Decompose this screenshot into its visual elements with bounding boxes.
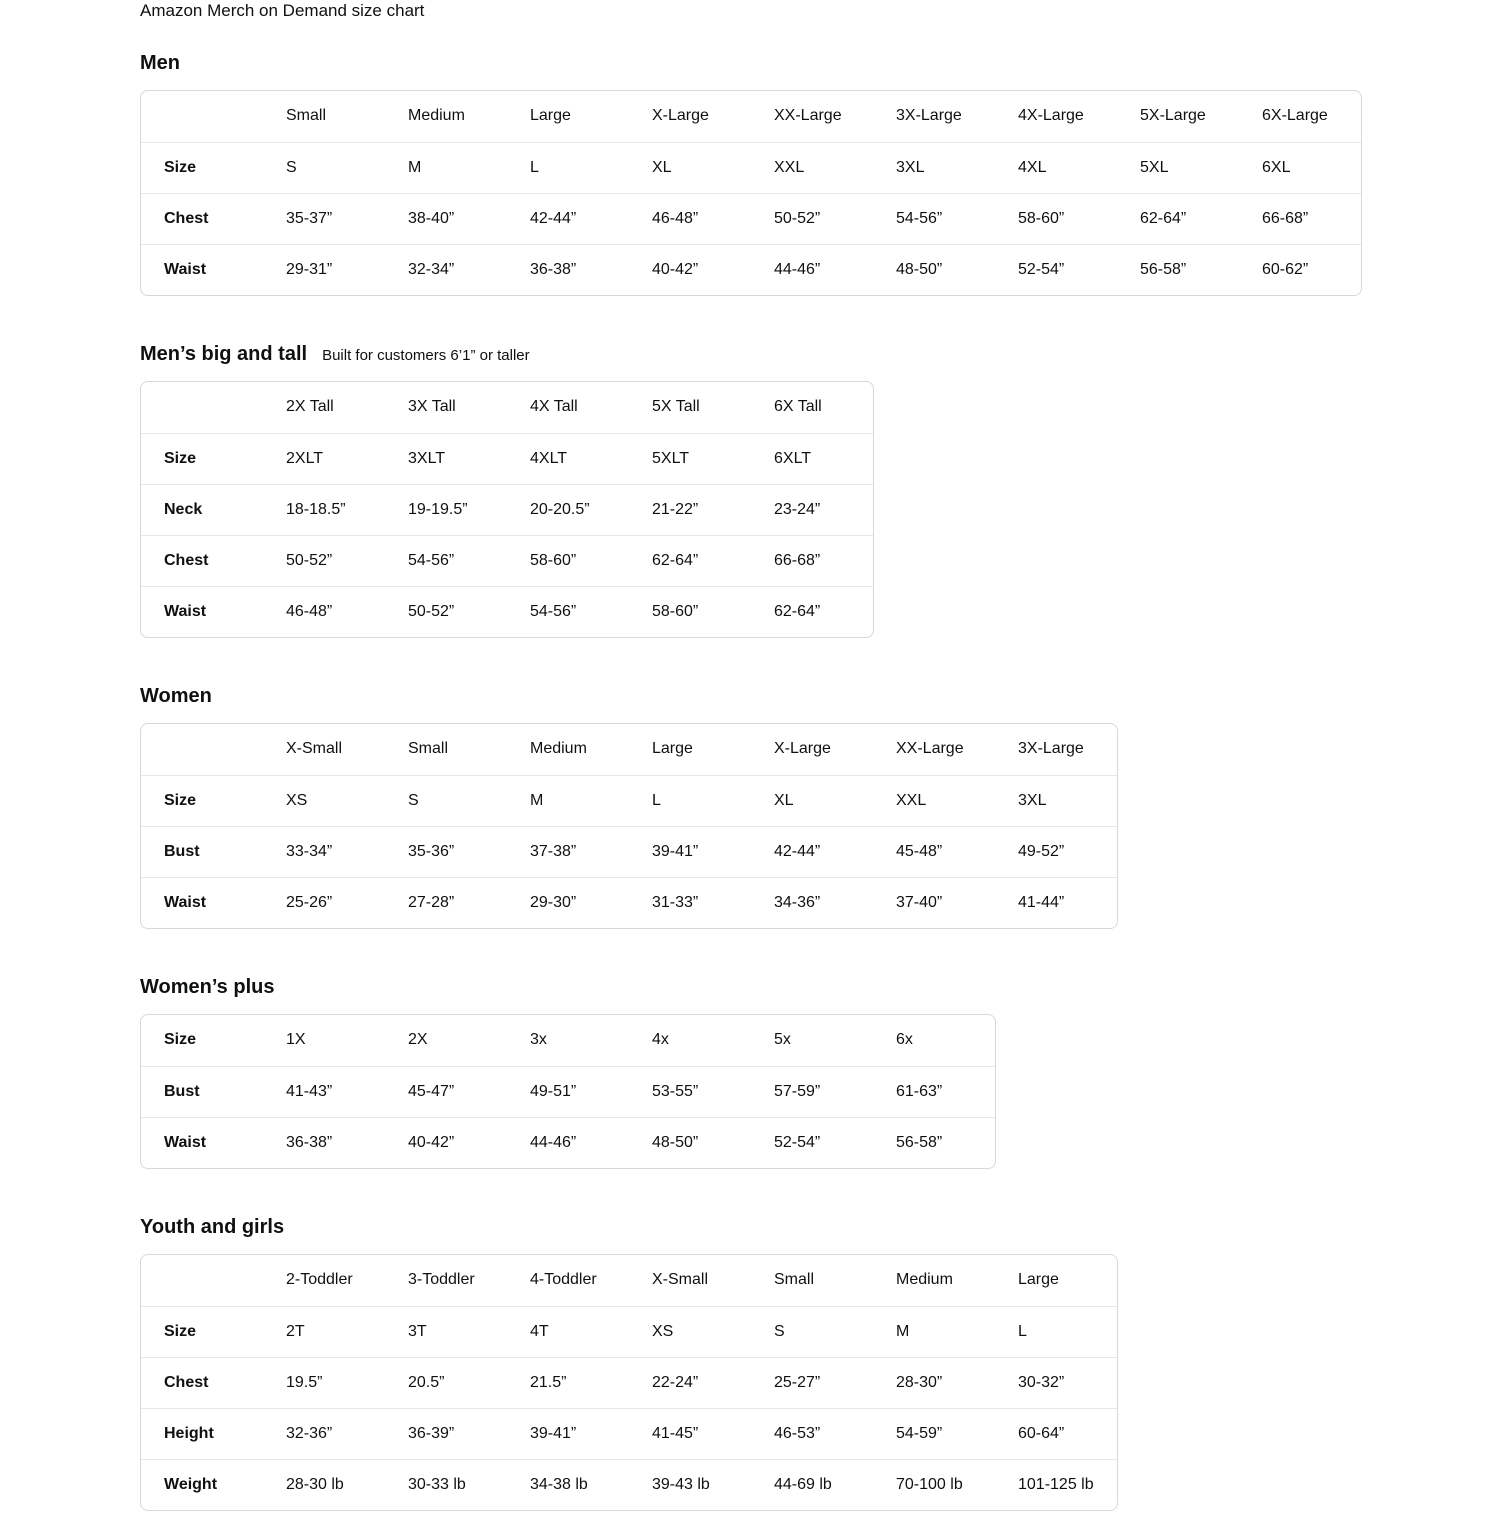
table-cell: 53-55” xyxy=(629,1066,751,1117)
row-label-cell: Bust xyxy=(141,826,263,877)
page-title: Amazon Merch on Demand size chart xyxy=(140,1,425,20)
table-cell: 6x xyxy=(896,1031,913,1049)
table-cell: 48-50” xyxy=(629,1117,751,1168)
table-cell: 3T xyxy=(385,1306,507,1357)
table-cell: 34-36” xyxy=(751,877,873,928)
table-row xyxy=(141,1015,995,1066)
table-cell: 6XLT xyxy=(751,433,873,484)
table-cell: 101-125 lb xyxy=(995,1459,1117,1510)
table-cell: 54-56” xyxy=(873,193,995,244)
table-header-cell: Large xyxy=(530,107,571,125)
table-header-cell: 6X-Large xyxy=(1262,107,1328,125)
row-label-cell: Height xyxy=(141,1408,263,1459)
size-table-mens-big-and-tall xyxy=(140,381,874,638)
table-header-empty-cell xyxy=(141,91,263,142)
table-header-cell: 4X Tall xyxy=(530,398,578,416)
table-cell: 18-18.5” xyxy=(263,484,385,535)
table-header-cell: Small xyxy=(286,107,327,125)
table-header-cell: Large xyxy=(1018,1271,1059,1289)
table-cell: S xyxy=(751,1306,873,1357)
table-cell: 20-20.5” xyxy=(507,484,629,535)
table-cell: 2T xyxy=(263,1306,385,1357)
table-cell: 6XL xyxy=(1239,142,1361,193)
table-header-cell: 6X Tall xyxy=(774,398,822,416)
table-cell: 27-28” xyxy=(385,877,507,928)
table-cell: 5x xyxy=(774,1031,791,1049)
table-cell: 54-56” xyxy=(385,535,507,586)
size-table xyxy=(141,91,1361,295)
table-cell: 49-51” xyxy=(507,1066,629,1117)
table-cell: 4x xyxy=(652,1031,669,1049)
size-table-men xyxy=(140,90,1362,296)
section-heading-women: Women xyxy=(140,685,212,707)
table-row xyxy=(141,1408,1117,1459)
table-row xyxy=(141,244,1361,295)
table-cell: 44-46” xyxy=(507,1117,629,1168)
table-header-empty-cell xyxy=(141,382,263,433)
table-header-cell: 5X Tall xyxy=(652,398,700,416)
table-row xyxy=(141,433,873,484)
row-label-cell: Weight xyxy=(141,1459,263,1510)
table-header-cell: XX-Large xyxy=(774,107,842,125)
table-cell: 45-48” xyxy=(873,826,995,877)
table-cell: 30-33 lb xyxy=(385,1459,507,1510)
table-cell: 36-39” xyxy=(385,1408,507,1459)
table-cell: 46-53” xyxy=(751,1408,873,1459)
table-cell: 39-41” xyxy=(507,1408,629,1459)
table-cell: 45-47” xyxy=(385,1066,507,1117)
table-cell: 2X xyxy=(408,1031,428,1049)
table-cell: 37-40” xyxy=(873,877,995,928)
table-cell: 48-50” xyxy=(873,244,995,295)
table-header-empty-cell xyxy=(141,724,263,775)
table-cell: 5XLT xyxy=(629,433,751,484)
row-label-cell: Size xyxy=(141,775,263,826)
size-table-women xyxy=(140,723,1118,929)
table-cell: 31-33” xyxy=(629,877,751,928)
section-heading-row xyxy=(140,1215,1499,1239)
row-label-cell: Bust xyxy=(141,1066,263,1117)
section-men xyxy=(140,51,1499,301)
table-cell: 38-40” xyxy=(385,193,507,244)
section-heading-row xyxy=(140,975,1499,999)
table-cell: 3XLT xyxy=(385,433,507,484)
table-cell: 19.5” xyxy=(263,1357,385,1408)
table-header-cell: 4X-Large xyxy=(1018,107,1084,125)
table-header-cell: Medium xyxy=(530,740,587,758)
section-women xyxy=(140,684,1499,934)
table-row xyxy=(141,1306,1117,1357)
table-cell: 36-38” xyxy=(263,1117,385,1168)
table-header-cell: Medium xyxy=(408,107,465,125)
table-cell: 58-60” xyxy=(507,535,629,586)
table-header-cell: X-Large xyxy=(652,107,709,125)
table-header-cell: Small xyxy=(408,740,449,758)
table-cell: 66-68” xyxy=(1239,193,1361,244)
table-cell: 1X xyxy=(286,1031,306,1049)
section-heading-mens-big-and-tall: Men’s big and tall xyxy=(140,343,308,365)
table-cell: 40-42” xyxy=(629,244,751,295)
table-header-empty-cell xyxy=(141,1255,263,1306)
section-heading-youth-and-girls: Youth and girls xyxy=(140,1216,285,1238)
table-cell: 4XL xyxy=(995,142,1117,193)
table-header-cell: 3X Tall xyxy=(408,398,456,416)
row-label-cell: Chest xyxy=(141,1357,263,1408)
table-cell: 70-100 lb xyxy=(873,1459,995,1510)
table-cell: 35-37” xyxy=(263,193,385,244)
table-cell: M xyxy=(873,1306,995,1357)
row-label-cell: Chest xyxy=(141,193,263,244)
table-cell: 62-64” xyxy=(751,586,873,637)
table-row xyxy=(141,1066,995,1117)
table-cell: 37-38” xyxy=(507,826,629,877)
table-cell: 41-44” xyxy=(995,877,1117,928)
table-header-row xyxy=(141,724,1117,775)
table-header-cell: 3-Toddler xyxy=(408,1271,475,1289)
row-label-cell: Size xyxy=(141,142,263,193)
table-cell: 20.5” xyxy=(385,1357,507,1408)
size-table-youth-and-girls xyxy=(140,1254,1118,1511)
table-row xyxy=(141,1459,1117,1510)
table-cell: 60-64” xyxy=(995,1408,1117,1459)
table-cell: 44-69 lb xyxy=(751,1459,873,1510)
table-cell: S xyxy=(385,775,507,826)
row-label-cell: Size xyxy=(164,1031,197,1049)
table-cell: 23-24” xyxy=(751,484,873,535)
table-cell: 58-60” xyxy=(629,586,751,637)
table-cell: 35-36” xyxy=(385,826,507,877)
table-cell: 3x xyxy=(530,1031,547,1049)
table-cell: 4T xyxy=(507,1306,629,1357)
table-cell: 40-42” xyxy=(385,1117,507,1168)
table-cell: 54-56” xyxy=(507,586,629,637)
section-heading-men: Men xyxy=(140,52,180,74)
table-cell: M xyxy=(507,775,629,826)
section-heading-row xyxy=(140,51,1499,75)
row-label-cell: Waist xyxy=(141,877,263,928)
table-cell: 41-45” xyxy=(629,1408,751,1459)
table-cell: 21-22” xyxy=(629,484,751,535)
table-header-cell: X-Small xyxy=(652,1271,709,1289)
table-cell: 41-43” xyxy=(263,1066,385,1117)
table-header-cell: 4-Toddler xyxy=(530,1271,597,1289)
table-header-cell: Small xyxy=(774,1271,815,1289)
table-cell: 25-26” xyxy=(263,877,385,928)
table-cell: 19-19.5” xyxy=(385,484,507,535)
table-cell: 4XLT xyxy=(507,433,629,484)
table-cell: 22-24” xyxy=(629,1357,751,1408)
table-cell: 46-48” xyxy=(263,586,385,637)
table-cell: 42-44” xyxy=(751,826,873,877)
table-cell: 44-46” xyxy=(751,244,873,295)
row-label-cell: Waist xyxy=(141,586,263,637)
table-row xyxy=(141,877,1117,928)
table-cell: 3XL xyxy=(995,775,1117,826)
table-cell: L xyxy=(507,142,629,193)
table-cell: XS xyxy=(263,775,385,826)
table-cell: 50-52” xyxy=(751,193,873,244)
table-cell: 5XL xyxy=(1117,142,1239,193)
table-row xyxy=(141,535,873,586)
table-cell: XXL xyxy=(873,775,995,826)
row-label-cell: Size xyxy=(141,433,263,484)
table-cell: XL xyxy=(629,142,751,193)
table-cell: 58-60” xyxy=(995,193,1117,244)
size-table xyxy=(141,382,873,637)
section-youth-and-girls xyxy=(140,1215,1499,1516)
table-cell: 52-54” xyxy=(751,1117,873,1168)
table-cell: 56-58” xyxy=(1117,244,1239,295)
table-header-cell: Large xyxy=(652,740,693,758)
size-chart-page xyxy=(140,1,1499,1516)
table-cell: 50-52” xyxy=(385,586,507,637)
table-cell: L xyxy=(995,1306,1117,1357)
table-cell: 42-44” xyxy=(507,193,629,244)
table-cell: 34-38 lb xyxy=(507,1459,629,1510)
table-cell: 50-52” xyxy=(263,535,385,586)
row-label-cell: Size xyxy=(141,1306,263,1357)
table-header-cell: XX-Large xyxy=(896,740,964,758)
section-subtitle: Built for customers 6’1” or taller xyxy=(322,347,530,364)
table-cell: 62-64” xyxy=(1117,193,1239,244)
table-header-cell: 5X-Large xyxy=(1140,107,1206,125)
table-header-cell: 2-Toddler xyxy=(286,1271,353,1289)
table-cell: 61-63” xyxy=(873,1066,995,1117)
table-cell: 54-59” xyxy=(873,1408,995,1459)
row-label-cell: Chest xyxy=(141,535,263,586)
section-womens-plus xyxy=(140,975,1499,1174)
section-mens-big-and-tall xyxy=(140,342,1499,643)
table-header-row xyxy=(141,91,1361,142)
table-row xyxy=(141,826,1117,877)
table-row xyxy=(141,193,1361,244)
table-cell: 28-30” xyxy=(873,1357,995,1408)
table-cell: 32-34” xyxy=(385,244,507,295)
size-table-womens-plus xyxy=(140,1014,996,1169)
table-cell: 3XL xyxy=(873,142,995,193)
section-heading-row xyxy=(140,342,1499,366)
table-row xyxy=(141,484,873,535)
table-cell: 39-41” xyxy=(629,826,751,877)
table-cell: 2XLT xyxy=(263,433,385,484)
table-row xyxy=(141,142,1361,193)
table-cell: 25-27” xyxy=(751,1357,873,1408)
table-cell: 29-31” xyxy=(263,244,385,295)
table-cell: 46-48” xyxy=(629,193,751,244)
table-header-cell: X-Large xyxy=(774,740,831,758)
table-row xyxy=(141,1117,995,1168)
table-cell: 56-58” xyxy=(873,1117,995,1168)
table-header-cell: Medium xyxy=(896,1271,953,1289)
table-cell: 66-68” xyxy=(751,535,873,586)
table-cell: S xyxy=(263,142,385,193)
table-cell: 39-43 lb xyxy=(629,1459,751,1510)
table-header-cell: 3X-Large xyxy=(896,107,962,125)
table-cell: XL xyxy=(751,775,873,826)
table-cell: 30-32” xyxy=(995,1357,1117,1408)
table-cell: 28-30 lb xyxy=(263,1459,385,1510)
size-table xyxy=(141,724,1117,928)
table-cell: 36-38” xyxy=(507,244,629,295)
table-cell: L xyxy=(629,775,751,826)
table-cell: 60-62” xyxy=(1239,244,1361,295)
section-heading-row xyxy=(140,684,1499,708)
table-header-cell: X-Small xyxy=(286,740,343,758)
table-cell: 32-36” xyxy=(263,1408,385,1459)
table-row xyxy=(141,1357,1117,1408)
size-table xyxy=(141,1255,1117,1510)
row-label-cell: Waist xyxy=(141,244,263,295)
table-row xyxy=(141,586,873,637)
table-cell: XXL xyxy=(751,142,873,193)
table-cell: M xyxy=(385,142,507,193)
row-label-cell: Waist xyxy=(141,1117,263,1168)
table-header-cell: 3X-Large xyxy=(1018,740,1084,758)
table-row xyxy=(141,775,1117,826)
row-label-cell: Neck xyxy=(141,484,263,535)
table-header-row xyxy=(141,1255,1117,1306)
table-header-row xyxy=(141,382,873,433)
table-cell: 29-30” xyxy=(507,877,629,928)
table-cell: 33-34” xyxy=(263,826,385,877)
size-table xyxy=(141,1015,995,1168)
table-header-cell: 2X Tall xyxy=(286,398,334,416)
table-cell: 62-64” xyxy=(629,535,751,586)
section-heading-womens-plus: Women’s plus xyxy=(140,976,275,998)
table-cell: 49-52” xyxy=(995,826,1117,877)
table-cell: 52-54” xyxy=(995,244,1117,295)
table-cell: XS xyxy=(629,1306,751,1357)
table-cell: 57-59” xyxy=(751,1066,873,1117)
table-cell: 21.5” xyxy=(507,1357,629,1408)
